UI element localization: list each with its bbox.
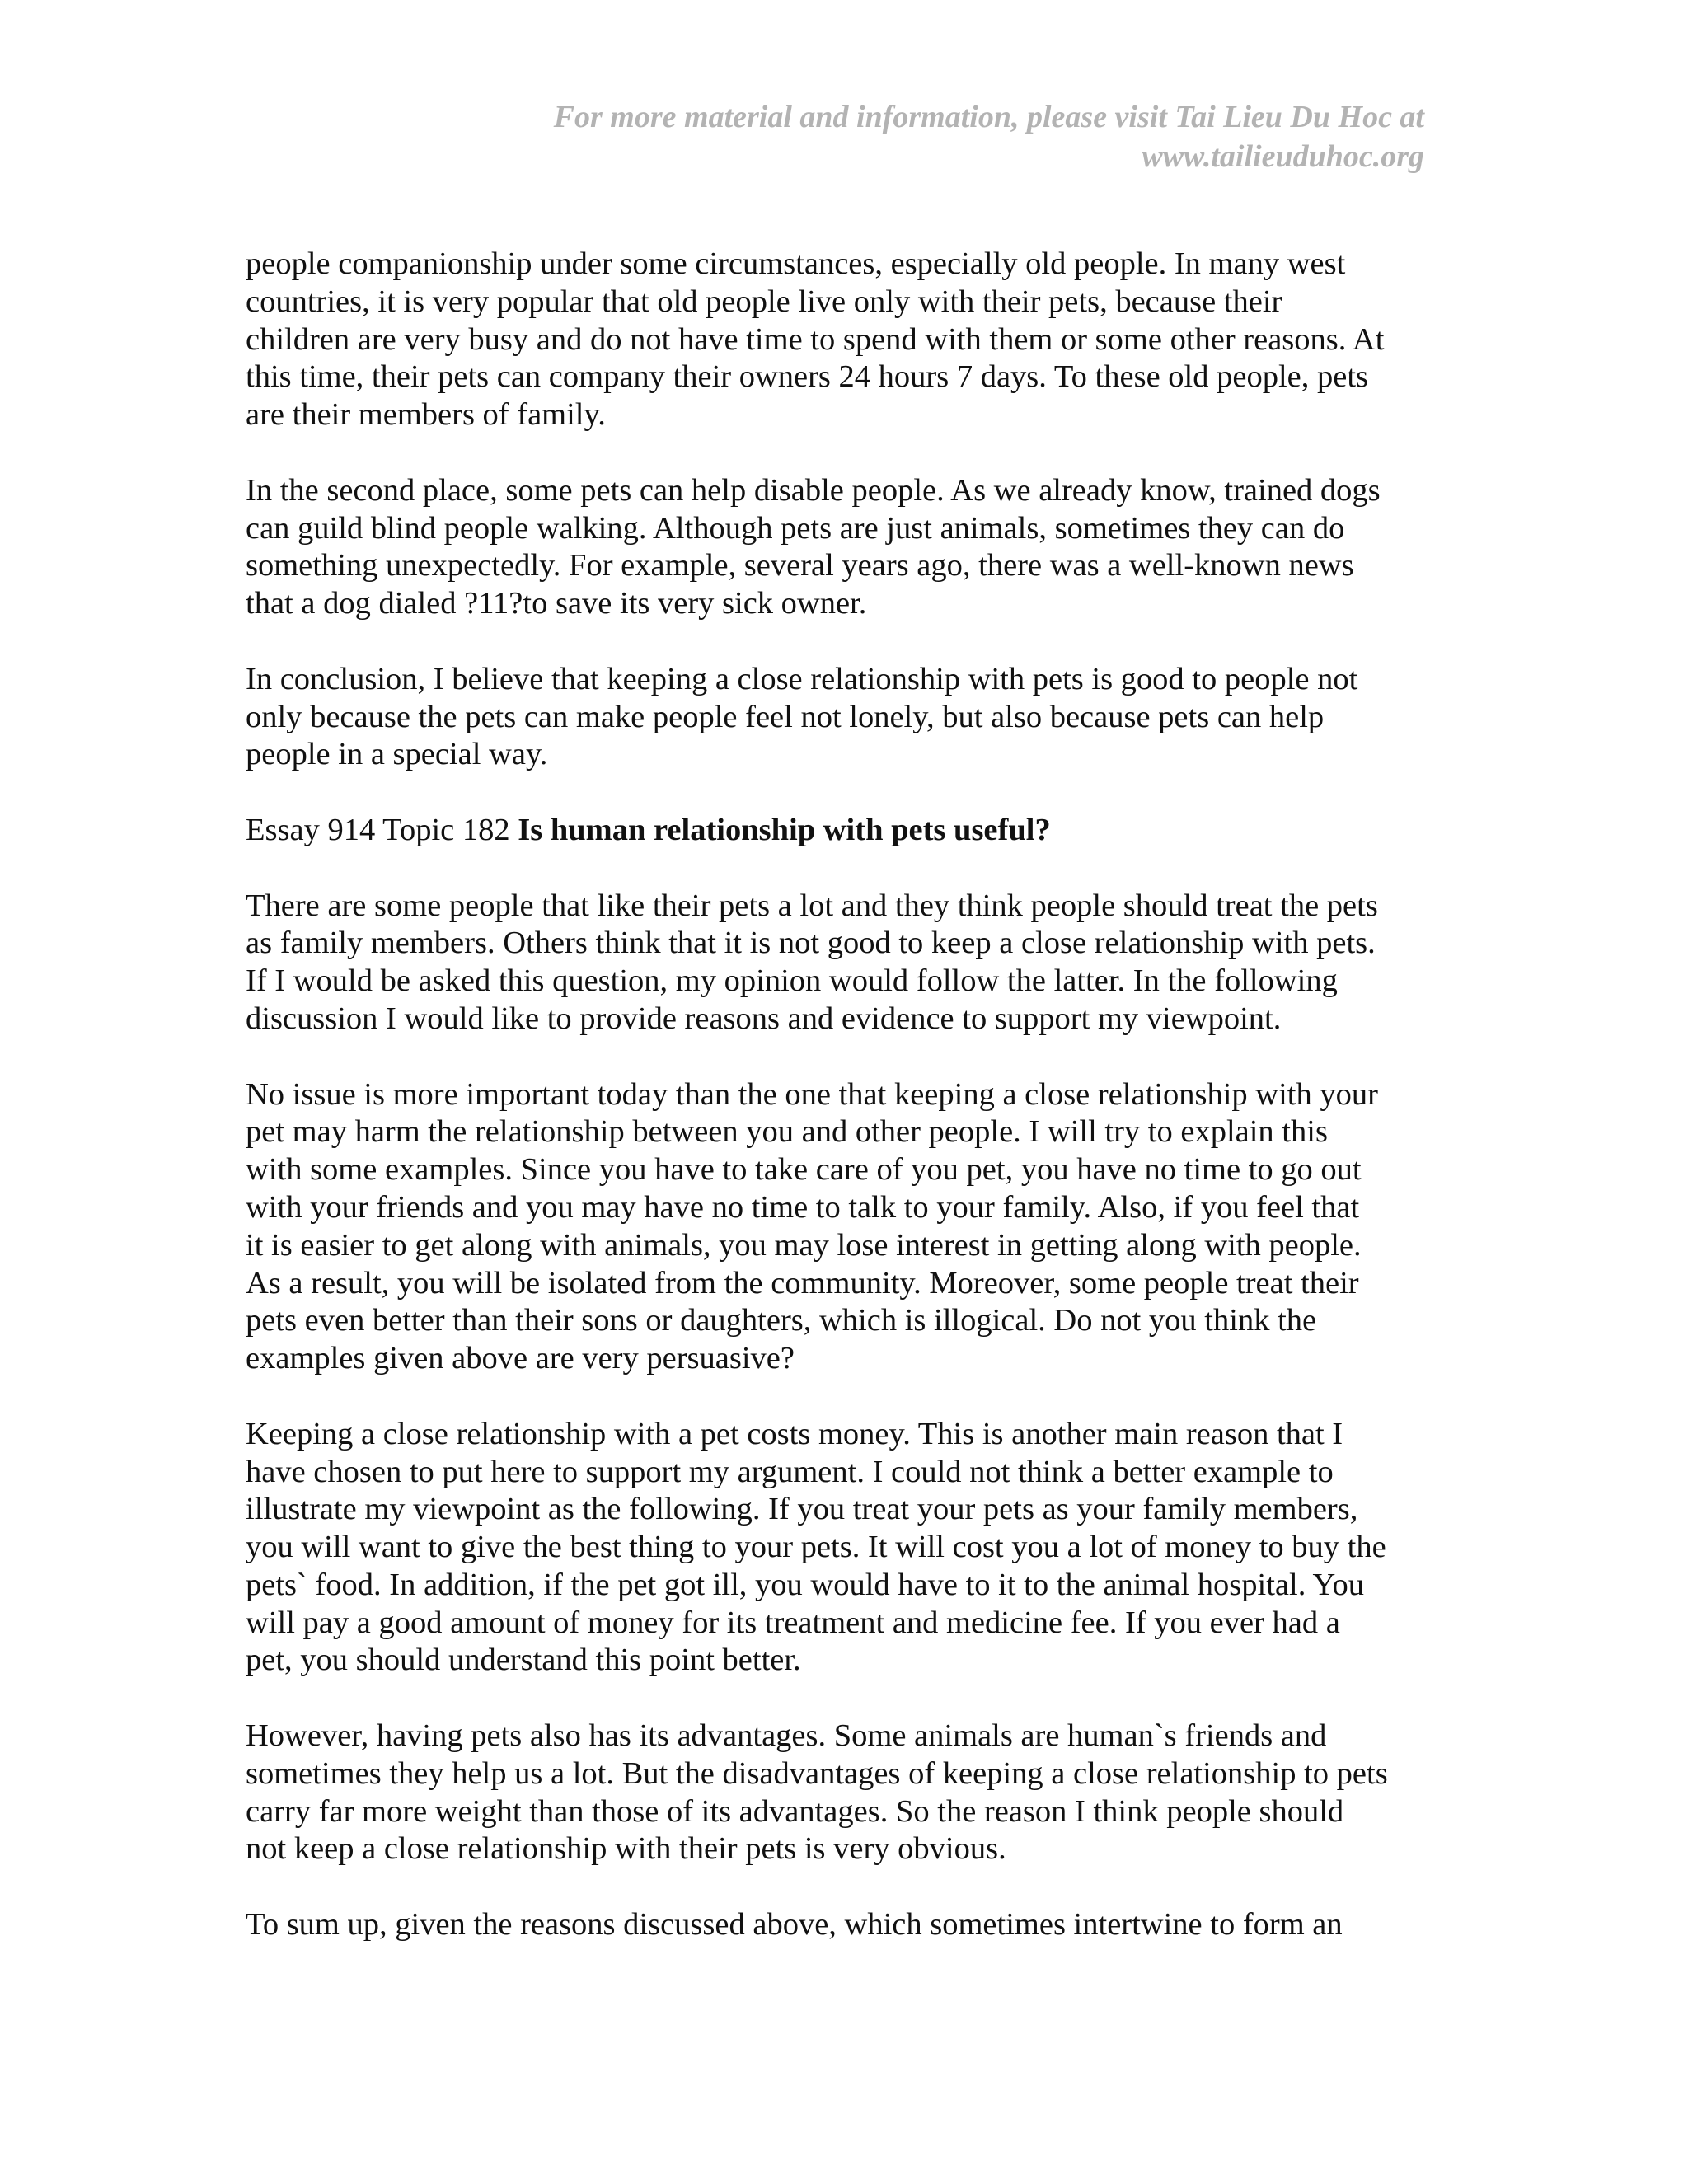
text-line: If I would be asked this question, my opinion would follow the latter. In the following (246, 963, 1338, 999)
essay-title-text: Is human relationship with pets useful? (518, 812, 1051, 847)
text-line: sometimes they help us a lot. But the disadvantages of keeping a close relationship to pets (246, 1755, 1388, 1791)
header-line-1: For more material and information, please visit Tai Lieu Du Hoc at (553, 100, 1424, 134)
text-line: will pay a good amount of money for its treatment and medicine fee. If you ever had a (246, 1605, 1340, 1640)
text-line: that a dog dialed ?11?to save its very sick owner. (246, 586, 867, 621)
paragraph (246, 661, 1432, 774)
text-line: examples given above are very persuasive? (246, 1341, 795, 1376)
text-line: countries, it is very popular that old people live only with their pets, because their (246, 284, 1282, 319)
text-line: pets even better than their sons or daughters, which is illogical. Do not you think the (246, 1303, 1317, 1338)
text-line: In the second place, some pets can help disable people. As we already know, trained dogs (246, 472, 1381, 508)
essay-title (246, 812, 1432, 850)
text-line: children are very busy and do not have time to spend with them or some other reasons. At (246, 321, 1385, 357)
document-body (246, 246, 1432, 1982)
header-line-2: www.tailieuduhoc.org (1142, 139, 1424, 174)
text-line: Keeping a close relationship with a pet costs money. This is another main reason that I (246, 1416, 1343, 1451)
text-line: with some examples. Since you have to take care of you pet, you have no time to go out (246, 1152, 1362, 1188)
text-line: people in a special way. (246, 737, 548, 772)
text-line: can guild blind people walking. Although pets are just animals, sometimes they can do (246, 510, 1345, 546)
text-line: people companionship under some circumstances, especially old people. In many west (246, 246, 1346, 281)
paragraph (246, 246, 1432, 434)
text-line: carry far more weight than those of its advantages. So the reason I think people should (246, 1793, 1344, 1829)
text-line: pet may harm the relationship between you and other people. I will try to explain this (246, 1114, 1328, 1150)
text-line: No issue is more important today than the one that keeping a close relationship with your (246, 1076, 1378, 1112)
text-line: discussion I would like to provide reasons and evidence to support my viewpoint. (246, 1001, 1282, 1036)
text-line: as family members. Others think that it is not good to keep a close relationship with pets. (246, 926, 1376, 961)
paragraph (246, 888, 1432, 1038)
text-line: you will want to give the best thing to your pets. It will cost you a lot of money to buy the (246, 1530, 1386, 1565)
text-line: In conclusion, I believe that keeping a close relationship with pets is good to people not (246, 661, 1358, 696)
text-line: As a result, you will be isolated from the community. Moreover, some people treat their (246, 1265, 1359, 1301)
text-line: To sum up, given the reasons discussed above, which sometimes intertwine to form an (246, 1907, 1343, 1943)
text-line: something unexpectedly. For example, several years ago, there was a well-known news (246, 548, 1354, 583)
paragraph (246, 472, 1432, 623)
text-line: pets` food. In addition, if the pet got ill, you would have to it to the animal hospital. You (246, 1567, 1364, 1602)
text-line: are their members of family. (246, 397, 606, 433)
text-line: with your friends and you may have no time to talk to your family. Also, if you feel that (246, 1189, 1360, 1225)
paragraph (246, 1718, 1432, 1868)
text-line: it is easier to get along with animals, you may lose interest in getting along with people. (246, 1227, 1362, 1263)
text-line: However, having pets also has its advantages. Some animals are human`s friends and (246, 1718, 1327, 1754)
text-line: this time, their pets can company their owners 24 hours 7 days. To these old people, pets (246, 359, 1368, 395)
paragraph (246, 1906, 1432, 1944)
text-line: There are some people that like their pets a lot and they think people should treat the pets (246, 888, 1378, 923)
paragraph (246, 1416, 1432, 1680)
paragraph (246, 1076, 1432, 1378)
text-line: only because the pets can make people feel not lonely, but also because pets can help (246, 699, 1325, 734)
text-line: illustrate my viewpoint as the following. If you treat your pets as your family members, (246, 1492, 1358, 1527)
page-header (435, 97, 1424, 176)
text-line: have chosen to put here to support my argument. I could not think a better example to (246, 1454, 1334, 1489)
essay-title-prefix: Essay 914 Topic 182 (246, 812, 518, 847)
text-line: not keep a close relationship with their pets is very obvious. (246, 1831, 1006, 1867)
text-line: pet, you should understand this point better. (246, 1643, 801, 1678)
